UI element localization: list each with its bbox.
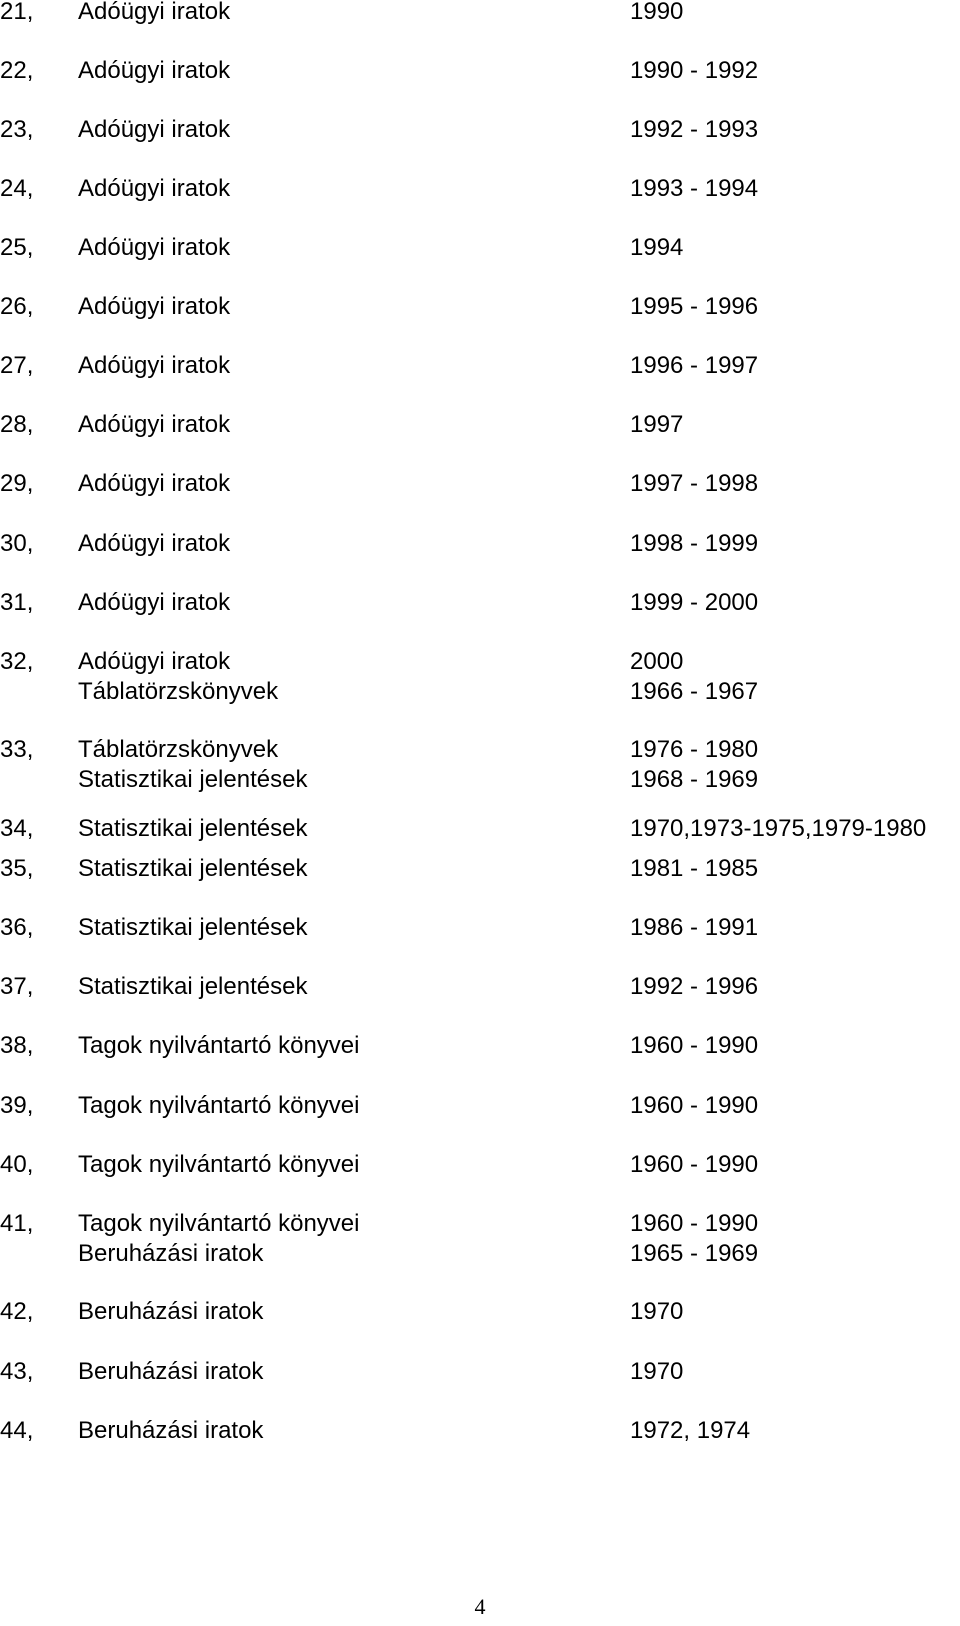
list-item (0, 174, 960, 204)
page-number: 4 (474, 1594, 486, 1619)
list-item (0, 814, 960, 844)
item-number: 25, (0, 234, 34, 261)
item-number: 37, (0, 973, 34, 1000)
item-description: Beruházási iratok (78, 1417, 264, 1444)
item-years: 1960 - 1990 (630, 1151, 759, 1178)
item-years: 1998 - 1999 (630, 530, 759, 557)
list-item (0, 647, 960, 707)
item-description: Adóügyi iratok (78, 352, 231, 379)
item-years: 1960 - 1990 (630, 1032, 759, 1059)
list-item (0, 1297, 960, 1327)
item-description: Statisztikai jelentések (78, 855, 308, 882)
item-description: Tagok nyilvántartó könyvei (78, 1151, 360, 1178)
list-item-line (0, 1239, 960, 1269)
item-years: 1970 (630, 1358, 684, 1385)
list-item (0, 56, 960, 86)
list-item-line (0, 115, 960, 145)
item-description: Adóügyi iratok (78, 0, 231, 25)
list-item (0, 854, 960, 884)
list-item-line (0, 647, 960, 677)
list-item-line (0, 0, 960, 27)
item-description: Adóügyi iratok (78, 175, 231, 202)
item-number: 44, (0, 1417, 34, 1444)
list-item-line (0, 529, 960, 559)
item-years: 1999 - 2000 (630, 589, 759, 616)
list-item-line (0, 1416, 960, 1446)
item-number: 28, (0, 411, 34, 438)
item-description: Tagok nyilvántartó könyvei (78, 1092, 360, 1119)
list-item (0, 1091, 960, 1121)
item-number: 36, (0, 914, 34, 941)
item-description: Adóügyi iratok (78, 116, 231, 143)
list-item-line (0, 1209, 960, 1239)
list-item (0, 1031, 960, 1061)
list-item (0, 1150, 960, 1180)
item-description: Statisztikai jelentések (78, 815, 308, 842)
item-number: 43, (0, 1358, 34, 1385)
item-number: 38, (0, 1032, 34, 1059)
list-item (0, 469, 960, 499)
list-item (0, 292, 960, 322)
item-years: 1970 (630, 1298, 684, 1325)
item-number: 35, (0, 855, 34, 882)
item-years: 1997 (630, 411, 684, 438)
list-item-line (0, 735, 960, 765)
item-number: 27, (0, 352, 34, 379)
list-item (0, 588, 960, 618)
list-item-line (0, 814, 960, 844)
item-description: Adóügyi iratok (78, 234, 231, 261)
item-number: 26, (0, 293, 34, 320)
list-item-line (0, 913, 960, 943)
item-description: Adóügyi iratok (78, 589, 231, 616)
list-item-line (0, 677, 960, 707)
item-description: Tagok nyilvántartó könyvei (78, 1032, 360, 1059)
item-number: 21, (0, 0, 34, 25)
list-item-line (0, 292, 960, 322)
list-item (0, 1357, 960, 1387)
item-years: 1990 (630, 0, 684, 25)
item-number: 40, (0, 1151, 34, 1178)
list-item (0, 1416, 960, 1446)
item-number: 32, (0, 648, 34, 675)
list-item-line (0, 1357, 960, 1387)
list-item (0, 410, 960, 440)
item-years: 1960 - 1990 (630, 1210, 759, 1237)
item-years: 1994 (630, 234, 684, 261)
item-years: 1976 - 1980 (630, 736, 759, 763)
item-years: 1995 - 1996 (630, 293, 759, 320)
item-years: 1992 - 1993 (630, 116, 759, 143)
list-item-line (0, 410, 960, 440)
item-number: 22, (0, 57, 34, 84)
list-item (0, 529, 960, 559)
item-number: 33, (0, 736, 34, 763)
item-number: 23, (0, 116, 34, 143)
item-description: Táblatörzskönyvek (78, 736, 279, 763)
item-years: 1970,1973-1975,1979-1980 (630, 815, 927, 842)
list-item-line (0, 174, 960, 204)
item-years: 1981 - 1985 (630, 855, 759, 882)
list-item-line (0, 1297, 960, 1327)
item-description: Statisztikai jelentések (78, 973, 308, 1000)
list-item (0, 913, 960, 943)
list-item-line (0, 1031, 960, 1061)
item-number: 39, (0, 1092, 34, 1119)
item-years: 1960 - 1990 (630, 1092, 759, 1119)
list-item-line (0, 1091, 960, 1121)
list-item-line (0, 1150, 960, 1180)
item-description: Tagok nyilvántartó könyvei (78, 1210, 360, 1237)
item-number: 24, (0, 175, 34, 202)
item-years: 1997 - 1998 (630, 470, 759, 497)
item-years: 1972, 1974 (630, 1417, 751, 1444)
item-number: 34, (0, 815, 34, 842)
list-item (0, 1209, 960, 1269)
item-description: Adóügyi iratok (78, 411, 231, 438)
item-description: Beruházási iratok (78, 1240, 264, 1267)
list-item-line (0, 469, 960, 499)
item-description: Adóügyi iratok (78, 470, 231, 497)
item-years: 1992 - 1996 (630, 973, 759, 1000)
list-item-line (0, 765, 960, 795)
list-item (0, 351, 960, 381)
list-item-line (0, 351, 960, 381)
item-description: Beruházási iratok (78, 1358, 264, 1385)
item-description: Statisztikai jelentések (78, 766, 308, 793)
list-item (0, 233, 960, 263)
list-item-line (0, 56, 960, 86)
item-number: 41, (0, 1210, 34, 1237)
item-description: Táblatörzskönyvek (78, 678, 279, 705)
list-item-line (0, 588, 960, 618)
item-number: 29, (0, 470, 34, 497)
item-number: 31, (0, 589, 34, 616)
item-years: 1968 - 1969 (630, 766, 759, 793)
item-years: 1966 - 1967 (630, 678, 759, 705)
item-years: 1990 - 1992 (630, 57, 759, 84)
list-item (0, 0, 960, 27)
item-number: 42, (0, 1298, 34, 1325)
list-item-line (0, 972, 960, 1002)
list-item (0, 972, 960, 1002)
list-item (0, 735, 960, 795)
item-description: Beruházási iratok (78, 1298, 264, 1325)
list-item-line (0, 233, 960, 263)
list-item-line (0, 854, 960, 884)
item-years: 1986 - 1991 (630, 914, 759, 941)
item-years: 1993 - 1994 (630, 175, 759, 202)
list-item (0, 115, 960, 145)
item-number: 30, (0, 530, 34, 557)
item-description: Adóügyi iratok (78, 530, 231, 557)
item-description: Adóügyi iratok (78, 293, 231, 320)
item-years: 1996 - 1997 (630, 352, 759, 379)
item-description: Adóügyi iratok (78, 648, 231, 675)
item-description: Adóügyi iratok (78, 57, 231, 84)
item-years: 1965 - 1969 (630, 1240, 759, 1267)
item-description: Statisztikai jelentések (78, 914, 308, 941)
item-years: 2000 (630, 648, 684, 675)
